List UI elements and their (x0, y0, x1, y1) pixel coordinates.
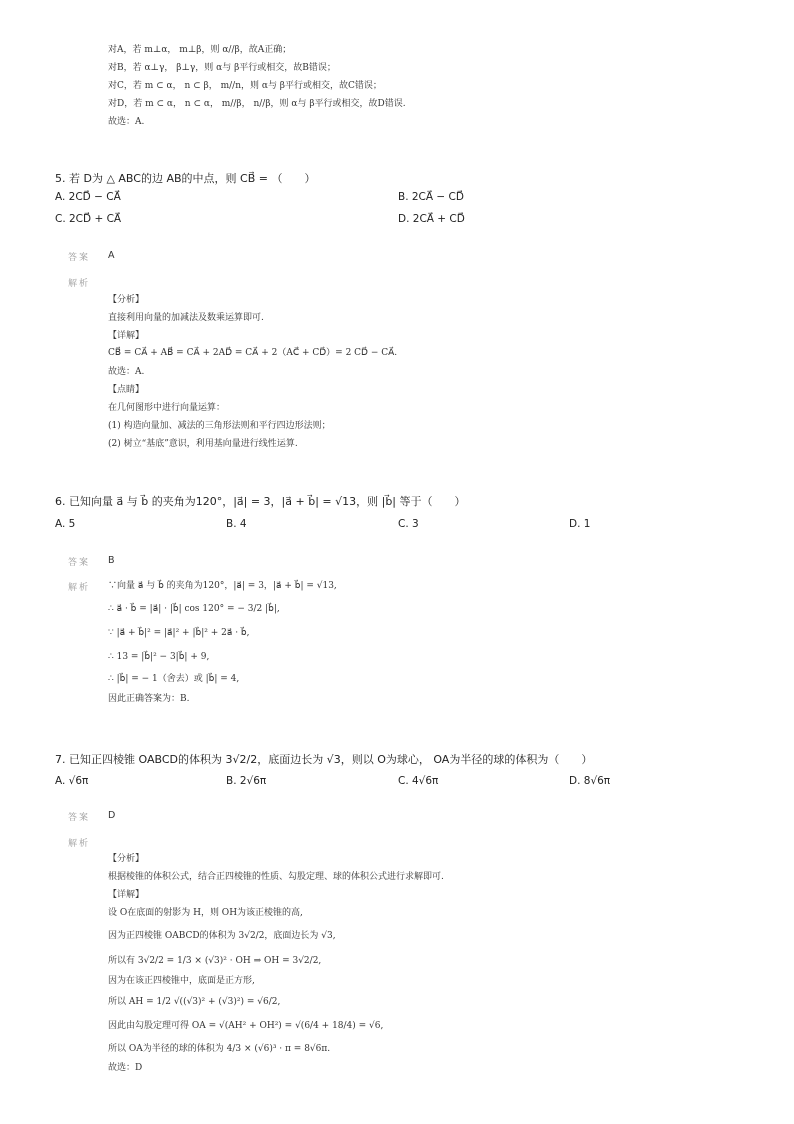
analysis-line: 因此由勾股定理可得 OA = √(AH² + OH²) = √(6/4 + 18/4) = √6, (108, 1021, 384, 1031)
analysis-line: 因为正四棱锥 OABCD的体积为 3√2/2，底面边长为 √3, (108, 931, 336, 941)
analysis-line: ∴ 13 = |b⃗|² − 3|b⃗| + 9, (108, 652, 210, 662)
answer-label: 答案 (68, 813, 91, 823)
solution-line: 对C，若 m ⊂ α， n ⊂ β， m//n，则 α与 β平行或相交，故C错误； (108, 81, 382, 91)
analysis-line: 所以有 3√2/2 = 1/3 × (√3)² · OH ⇒ OH = 3√2/2, (108, 956, 322, 966)
option-b: B. 4 (226, 518, 247, 530)
analysis-line: 因为在该正四棱锥中，底面是正方形, (108, 976, 255, 986)
analysis-line: 所以 AH = 1/2 √((√3)² + (√3)²) = √6/2, (108, 997, 281, 1007)
question-stem: 5. 若 D为 △ ABC的边 AB的中点，则 CB⃗ = （ ） (55, 172, 316, 185)
analysis-line: 【点睛】 (108, 385, 145, 395)
analysis-line: 故选：A. (108, 367, 145, 377)
option-c: C. 4√6π (398, 775, 439, 787)
solution-line: 对B，若 α⊥γ， β⊥γ，则 α与 β平行或相交，故B错误； (108, 63, 336, 73)
analysis-line: ∵向量 a⃗ 与 b⃗ 的夹角为120°，|a⃗| = 3，|a⃗ + b⃗| = √13, (108, 581, 337, 591)
option-d: D. 8√6π (569, 775, 611, 787)
solution-line: 对D，若 m ⊂ α， n ⊂ α， m//β， n//β，则 α与 β平行或相交，故D错误. (108, 99, 406, 109)
question-stem: 7. 已知正四棱锥 OABCD的体积为 3√2/2，底面边长为 √3，则以 O为球心， OA为半径的球的体积为（ ） (55, 753, 593, 766)
analysis-line: 直接利用向量的加减法及数乘运算即可. (108, 313, 264, 323)
analysis-line: 在几何图形中进行向量运算： (108, 403, 226, 413)
analysis-line: 所以 OA为半径的球的体积为 4/3 × (√6)³ · π = 8√6π. (108, 1044, 331, 1054)
analysis-line: 【详解】 (108, 890, 145, 900)
analysis-line: 因此正确答案为：B. (108, 694, 190, 704)
analysis-line: CB⃗ = CA⃗ + AB⃗ = CA⃗ + 2AD⃗ = CA⃗ + 2（AC⃗ + CD⃗）= 2 CD⃗ − CA⃗. (108, 348, 398, 358)
answer-label: 答案 (68, 253, 91, 263)
analysis-line: (2) 树立“基底”意识，利用基向量进行线性运算. (108, 439, 298, 449)
analysis-line: 故选：D (108, 1063, 143, 1073)
option-d: D. 2CA⃗ + CD⃗ (398, 213, 465, 225)
answer-value: B (108, 555, 115, 566)
analysis-line: ∴ |b⃗| = − 1（舍去）或 |b⃗| = 4, (108, 674, 240, 684)
answer-label: 答案 (68, 558, 91, 568)
analysis-line: ∵ |a⃗ + b⃗|² = |a⃗|² + |b⃗|² + 2a⃗ · b⃗, (108, 628, 250, 638)
solution-line: 对A，若 m⊥α， m⊥β，则 α//β，故A正确； (108, 45, 292, 55)
analysis-label: 解析 (68, 279, 91, 289)
analysis-line: 根据棱锥的体积公式，结合正四棱锥的性质、勾股定理、球的体积公式进行求解即可. (108, 872, 444, 882)
option-c: C. 2CD⃗ + CA⃗ (55, 213, 122, 225)
option-a: A. 2CD⃗ − CA⃗ (55, 191, 121, 203)
analysis-line: ∴ a⃗ · b⃗ = |a⃗| · |b⃗| cos 120° = − 3/2 |b⃗|, (108, 604, 280, 614)
analysis-line: 【分析】 (108, 295, 145, 305)
solution-line: 故选：A. (108, 117, 145, 127)
analysis-label: 解析 (68, 839, 91, 849)
option-a: A. 5 (55, 518, 76, 530)
analysis-line: (1) 构造向量加、减法的三角形法则和平行四边形法则； (108, 421, 331, 431)
question-stem: 6. 已知向量 a⃗ 与 b⃗ 的夹角为120°，|a⃗| = 3，|a⃗ + b⃗| = √13，则 |b⃗| 等于（ ） (55, 495, 466, 508)
analysis-line: 【分析】 (108, 854, 145, 864)
option-b: B. 2√6π (226, 775, 267, 787)
analysis-label: 解析 (68, 583, 91, 593)
answer-value: A (108, 250, 115, 261)
option-b: B. 2CA⃗ − CD⃗ (398, 191, 464, 203)
analysis-line: 【详解】 (108, 331, 145, 341)
answer-value: D (108, 810, 116, 821)
analysis-line: 设 O在底面的射影为 H，则 OH为该正棱锥的高, (108, 908, 303, 918)
option-c: C. 3 (398, 518, 419, 530)
option-d: D. 1 (569, 518, 591, 530)
option-a: A. √6π (55, 775, 89, 787)
